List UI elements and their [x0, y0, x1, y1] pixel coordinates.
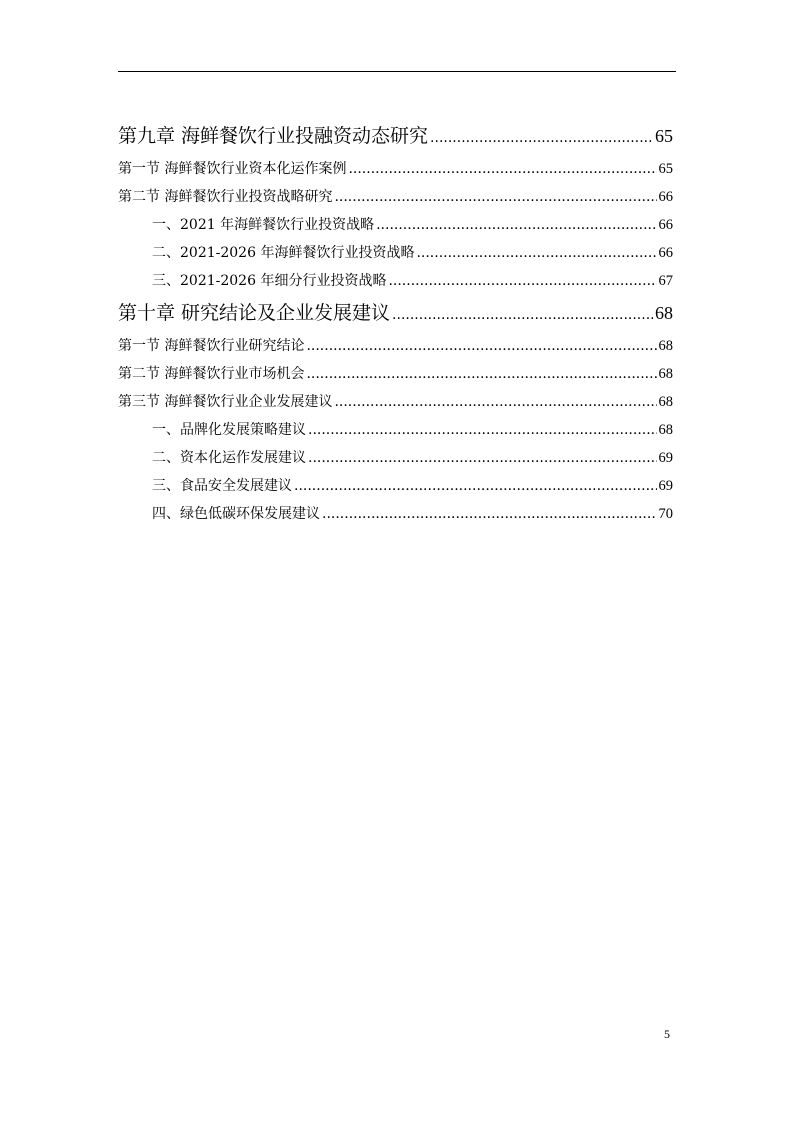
toc-entry-section[interactable] — [118, 388, 673, 416]
dot-leader — [306, 332, 656, 360]
toc-entry-page: 65 — [655, 126, 673, 146]
dot-leader — [430, 120, 653, 157]
toc-entry-subsection[interactable] — [118, 416, 673, 444]
toc-entry-page: 68 — [658, 394, 673, 410]
toc-entry-page: 67 — [658, 273, 673, 289]
toc-entry-page: 68 — [658, 338, 673, 354]
toc-entry-page: 68 — [658, 366, 673, 382]
toc-entry-title: 第九章 海鲜餐饮行业投融资动态研究 — [118, 125, 429, 147]
header-rule — [118, 71, 676, 72]
dot-leader — [306, 360, 656, 388]
toc-entry-title: 第二节 海鲜餐饮行业投资战略研究 — [118, 189, 333, 205]
toc-entry-title: 第一节 海鲜餐饮行业资本化运作案例 — [118, 161, 347, 177]
toc-entry-page: 69 — [658, 450, 673, 466]
toc-entry-page: 66 — [658, 217, 673, 233]
toc-entry-page: 65 — [658, 161, 673, 177]
toc-entry-title: 第一节 海鲜餐饮行业研究结论 — [118, 338, 305, 354]
toc-entry-section[interactable] — [118, 360, 673, 388]
toc-entry-title: 二、2021-2026 年海鲜餐饮行业投资战略 — [152, 245, 415, 261]
toc-entry-page: 68 — [655, 303, 673, 323]
toc-entry-page: 69 — [658, 478, 673, 494]
toc-entry-title: 二、资本化运作发展建议 — [152, 450, 306, 466]
dot-leader — [416, 239, 656, 267]
dot-leader — [334, 388, 656, 416]
toc-entry-title: 一、品牌化发展策略建议 — [152, 422, 306, 438]
toc-entry-subsection[interactable] — [118, 444, 673, 472]
toc-entry-section[interactable] — [118, 155, 673, 183]
dot-leader — [308, 444, 657, 472]
toc-entry-title: 一、2021 年海鲜餐饮行业投资战略 — [152, 217, 375, 233]
toc-entry-subsection[interactable] — [118, 211, 673, 239]
dot-leader — [388, 267, 656, 295]
dot-leader — [392, 297, 653, 334]
toc-entry-title: 第十章 研究结论及企业发展建议 — [118, 302, 391, 324]
page-number: 5 — [664, 1027, 670, 1041]
dot-leader — [376, 211, 656, 239]
toc-entry-title: 第二节 海鲜餐饮行业市场机会 — [118, 366, 305, 382]
toc-entry-title: 三、食品安全发展建议 — [152, 478, 292, 494]
toc-entry-title: 三、2021-2026 年细分行业投资战略 — [152, 273, 387, 289]
dot-leader — [334, 183, 656, 211]
toc-entry-subsection[interactable] — [118, 267, 673, 295]
toc-entry-subsection[interactable] — [118, 239, 673, 267]
toc-entry-chapter-10[interactable] — [118, 295, 673, 332]
toc-entry-subsection[interactable] — [118, 472, 673, 500]
dot-leader — [348, 155, 656, 183]
toc-entry-page: 68 — [658, 422, 673, 438]
toc-entry-title: 四、绿色低碳环保发展建议 — [152, 506, 320, 522]
toc-entry-page: 66 — [658, 189, 673, 205]
toc-entry-section[interactable] — [118, 183, 673, 211]
toc-entry-chapter-9[interactable] — [118, 118, 673, 155]
table-of-contents — [118, 118, 673, 528]
toc-entry-page: 70 — [658, 506, 673, 522]
toc-entry-subsection[interactable] — [118, 500, 673, 528]
toc-entry-section[interactable] — [118, 332, 673, 360]
dot-leader — [322, 500, 657, 528]
toc-entry-title: 第三节 海鲜餐饮行业企业发展建议 — [118, 394, 333, 410]
dot-leader — [308, 416, 657, 444]
dot-leader — [294, 472, 657, 500]
toc-entry-page: 66 — [658, 245, 673, 261]
